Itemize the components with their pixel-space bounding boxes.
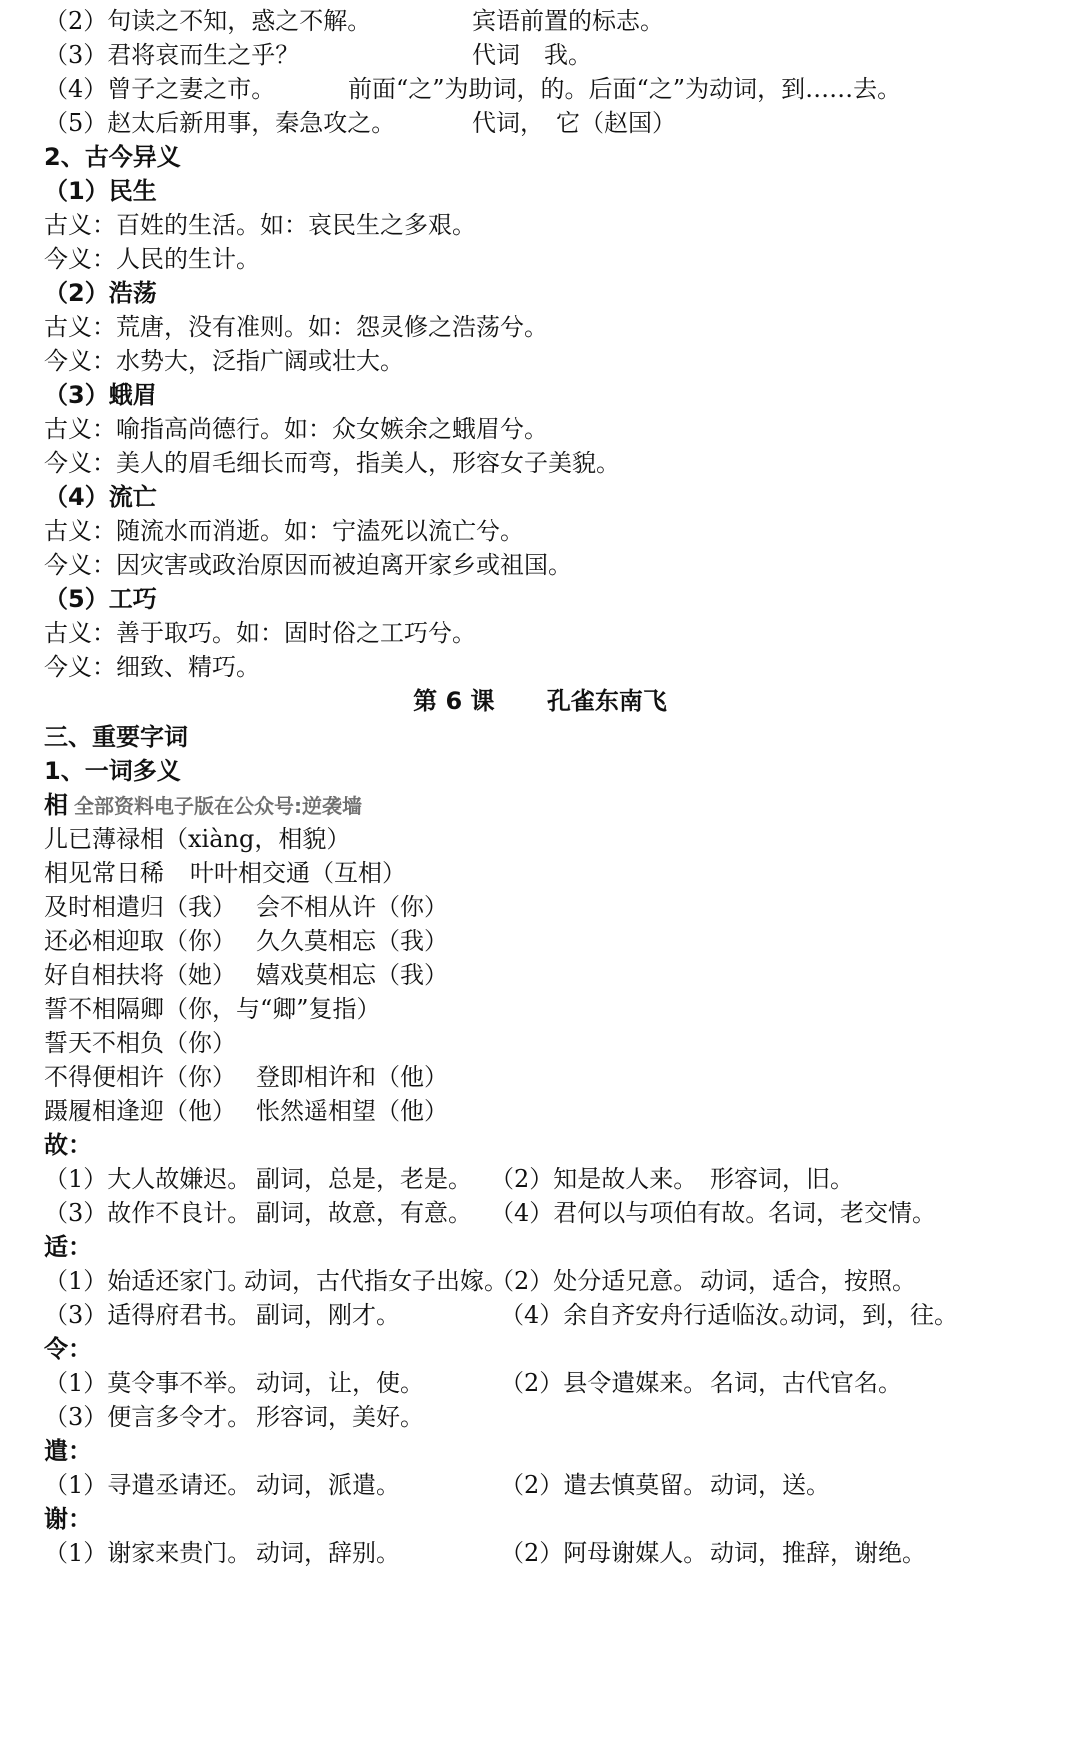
- gujin-word: （4）流亡: [44, 483, 157, 511]
- document-page: （2）句读之不知，惑之不解。 宾语前置的标志。 （3）君将哀而生之乎？ 代词 我。 （4）曾子之妻之市。 前面“之”为助词，的。后面“之”为动词，到……去。 （5）赵太后新用事，秦急攻之。 代词， 它（赵国） 2、古今异义 （1）民生 古义：百姓的生活。如：哀民生之多艰。 今义：人民的生计。 （2）浩荡 古义：荒唐，没有准则。如：怨灵修之浩荡兮。 今义：水势大，泛指广阔或壮大。 （3）蛾眉 古义：喻指高尚德行。如：众女嫉余之蛾眉兮。 今义：美人的眉毛细长而弯，指美人，形容女子美貌。 （4）流亡 古义：随流水而消逝。如：宁溘死以流亡兮。 今义：因灾害或政治原因而被迫离开家乡或祖国。 （5）工巧 古义：善于取巧。如：固时俗之工巧兮。 今义：细致、精巧。 第 6 课 孔雀东南飞 三、重要字词 1、一词多义 相 全部资料电子版在公众号:逆袭墙 儿已薄禄相（xiàng，相貌） 相见常日稀 叶叶相交通（互相） 及时相遣归（我） 会不相从许（你） 还必相迎取（你） 久久莫相忘（我） 好自相扶将（她） 嬉戏莫相忘（我） 誓不相隔卿（你，与“卿”复指） 誓天不相负（你） 不得便相许（你） 登即相许和（他） 蹑履相逢迎（他） 怅然遥相望（他） 故： （1）大人故嫌迟。 副词，总是，老是。 （2）知是故人来。 形容词，旧。 （3）故作不良计。 副词，故意，有意。 （4）君何以与项伯有故。 名词，老交情。 适： （1）始适还家门。 动词，古代指女子出嫁。 （2）处分适兄意。 动词，适合，按照。 （3）适得府君书。 副词，刚才。 （4）余自齐安舟行适临汝。 动词，到，往。 令： （1）莫令事不举。 动词，让，使。 （2）县令遣媒来。 名词，古代官名。 （3）便言多令才。 形容词，美好。 遣： （1）寻遣丞请还。 动词，派遣。 （2）遣去慎莫留。 动词，送。 谢： （1）谢家来贵门。 动词，辞别。 （2）阿母谢媒人。 动词，推辞，谢绝。: [0, 0, 1080, 1764]
- gujin-old-meaning: 古义：喻指高尚德行。如：众女嫉余之蛾眉兮。: [44, 415, 548, 443]
- lesson-name: 孔雀东南飞: [546, 687, 667, 715]
- section-heading: 三、重要字词: [44, 723, 188, 751]
- group-heading: 遣：: [44, 1437, 92, 1465]
- gujin-new-meaning: 今义：因灾害或政治原因而被迫离开家乡或祖国。: [44, 551, 572, 579]
- gujin-new-meaning: 今义：人民的生计。: [44, 245, 260, 273]
- group-heading: 适：: [44, 1233, 92, 1261]
- gujin-old-meaning: 古义：善于取巧。如：固时俗之工巧兮。: [44, 619, 476, 647]
- gujin-new-meaning: 今义：细致、精巧。: [44, 653, 260, 681]
- lesson-number: 第 6 课: [413, 687, 495, 715]
- subsection-heading: 1、一词多义: [44, 757, 181, 785]
- gujin-heading: 2、古今异义: [44, 143, 181, 171]
- group-heading: 故：: [44, 1131, 92, 1159]
- xiang-heading: [44, 788, 362, 823]
- gujin-old-meaning: 古义：百姓的生活。如：哀民生之多艰。: [44, 211, 476, 239]
- gujin-new-meaning: 今义：美人的眉毛细长而弯，指美人，形容女子美貌。: [44, 449, 620, 477]
- gujin-old-meaning: 古义：随流水而消逝。如：宁溘死以流亡兮。: [44, 517, 524, 545]
- gujin-new-meaning: 今义：水势大，泛指广阔或壮大。: [44, 347, 404, 375]
- gujin-word: （1）民生: [44, 177, 157, 205]
- gujin-word: （5）工巧: [44, 585, 157, 613]
- group-heading: 谢：: [44, 1505, 92, 1533]
- gujin-old-meaning: 古义：荒唐，没有准则。如：怨灵修之浩荡兮。: [44, 313, 548, 341]
- lesson-title: [0, 684, 1080, 718]
- group-heading: 令：: [44, 1335, 92, 1363]
- xiang-char: 相: [44, 791, 68, 819]
- watermark-text: 全部资料电子版在公众号:逆袭墙: [74, 794, 362, 818]
- gujin-word: （3）蛾眉: [44, 381, 157, 409]
- gujin-word: （2）浩荡: [44, 279, 157, 307]
